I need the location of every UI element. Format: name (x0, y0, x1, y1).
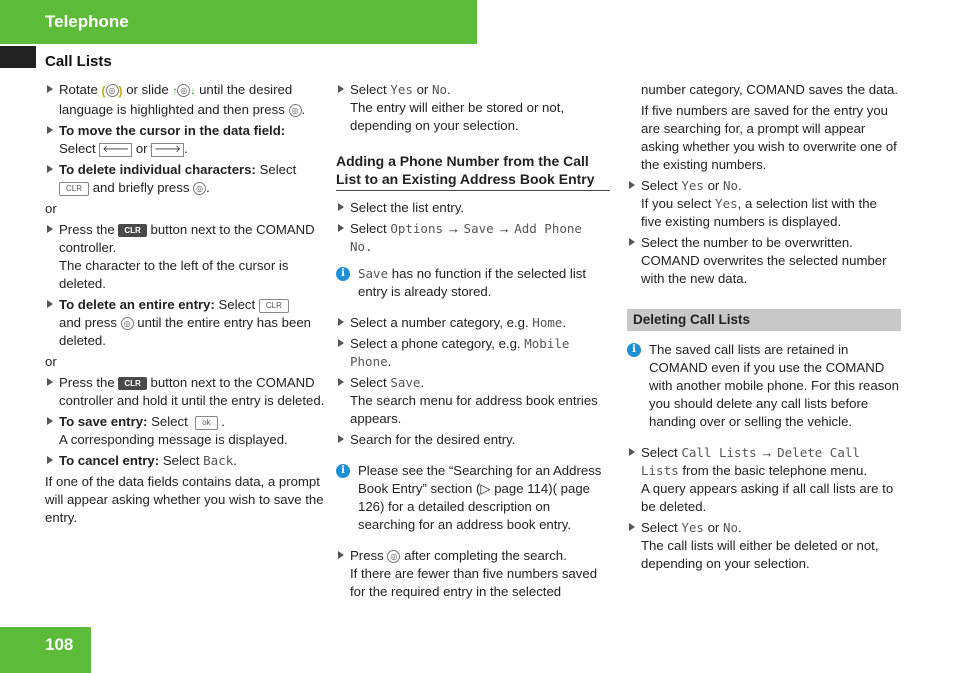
column-1 (45, 81, 327, 530)
step-select-save: Select Save. The search menu for address book entries appears. (336, 374, 610, 428)
info-note-call-lists: i The saved call lists are retained in COMAND even if you use the COMAND with another mobile phone. For this reason you should delete any call lists before handing over or selling the vehicle. (627, 341, 901, 431)
step-delete-entry: To delete an entire entry: Select CLR and press ◎ until the entire entry has been deleted. (45, 296, 327, 350)
info-note-save: i Save has no function if the selected list entry is already stored. (336, 265, 610, 301)
step-confirm-delete: Select Yes or No. The call lists will either be deleted or not, depending on your selection. (627, 519, 901, 573)
rotate-right-icon: ) (118, 83, 123, 98)
or-text: or (45, 354, 57, 369)
press-knob-icon: ◎ (387, 550, 400, 563)
continued-text: number category, COMAND saves the data. (641, 82, 899, 97)
step-hold-clr: Press the CLR button next to the COMAND controller and hold it until the entry is deleted. (45, 374, 327, 410)
save-prompt-note: If one of the data fields contains data, a prompt will appear asking whether you wish to save the entry. (45, 474, 324, 525)
step-save-entry: To save entry: Select ok . A corresponding message is displayed. (45, 413, 327, 449)
controller-knob-icon: ◎ (177, 84, 190, 97)
step-options-save-add: Select Options → Save → Add Phone No. (336, 220, 610, 256)
clr-button: CLR (118, 377, 146, 390)
step-phone-category: Select a phone category, e.g. Mobile Phone. (336, 335, 610, 371)
step-number-category: Select a number category, e.g. Home. (336, 314, 610, 332)
step-delete-chars: To delete individual characters: Select CLR and briefly press ◎ . (45, 161, 327, 197)
section-heading-deleting: Deleting Call Lists (627, 309, 901, 331)
press-knob-icon: ◎ (193, 182, 206, 195)
column-3 (627, 81, 901, 576)
clr-button: CLR (118, 224, 146, 237)
subheading-add-phone: Adding a Phone Number from the Call List to an Existing Address Book Entry (336, 152, 610, 191)
step-press-after-search: Press ◎ after completing the search. If there are fewer than five numbers saved for the required entry in the selected (336, 547, 610, 601)
info-note-search: i Please see the “Searching for an Address Book Entry” section (▷ page 114)( page 126) for a detailed description on searching for an address book entry. (336, 462, 610, 534)
rotate-left-icon: ( (101, 83, 106, 98)
step-move-cursor: To move the cursor in the data field: Select 🡐 or 🡒 . (45, 122, 327, 158)
step-delete-call-lists: Select Call Lists → Delete Call Lists from the basic telephone menu. A query appears asking if all call lists are to be deleted. (627, 444, 901, 516)
controller-knob-icon: ◎ (106, 84, 119, 97)
step-overwrite-number: Select the number to be overwritten. COMAND overwrites the selected number with the new data. (627, 234, 901, 288)
info-icon: i (627, 343, 641, 357)
info-icon: i (336, 464, 350, 478)
slide-up-icon: ↑ (172, 86, 178, 97)
column-2 (336, 81, 610, 604)
left-arrow-icon: 🡐 (99, 143, 132, 157)
slide-down-icon: ↓ (190, 86, 196, 97)
step-search-entry: Search for the desired entry. (336, 431, 610, 449)
step-press-clr: Press the CLR button next to the COMAND controller. The character to the left of the cursor is deleted. (45, 221, 327, 293)
section-title: Call Lists (45, 53, 112, 70)
step-rotate: Rotate ( ◎ ) or slide ↑ ◎ ↓ until the desired language is highlighted and then press ◎ . (45, 81, 327, 119)
chapter-title: Telephone (45, 12, 129, 31)
clr-softkey: CLR (59, 182, 89, 196)
press-knob-icon: ◎ (121, 317, 134, 330)
page-number: 108 (45, 635, 74, 654)
clr-softkey: CLR (259, 299, 289, 313)
right-arrow-icon: 🡒 (151, 143, 184, 157)
step-select-list-entry: Select the list entry. (336, 199, 610, 217)
side-marker (0, 46, 36, 68)
ok-softkey: ok (195, 416, 217, 430)
step-select-yes-no: Select Yes or No. If you select Yes, a selection list with the five existing numbers is displayed. (627, 177, 901, 231)
or-text: or (45, 201, 57, 216)
info-icon: i (336, 267, 350, 281)
press-knob-icon: ◎ (289, 104, 302, 117)
step-select-yes-no: Select Yes or No. The entry will either be stored or not, depending on your selection. (336, 81, 610, 135)
step-cancel-entry: To cancel entry: Select Back. (45, 452, 327, 470)
five-numbers-note: If five numbers are saved for the entry you are searching for, a prompt will appear asking whether you wish to overwrite one of the existing numbers. (641, 103, 897, 172)
